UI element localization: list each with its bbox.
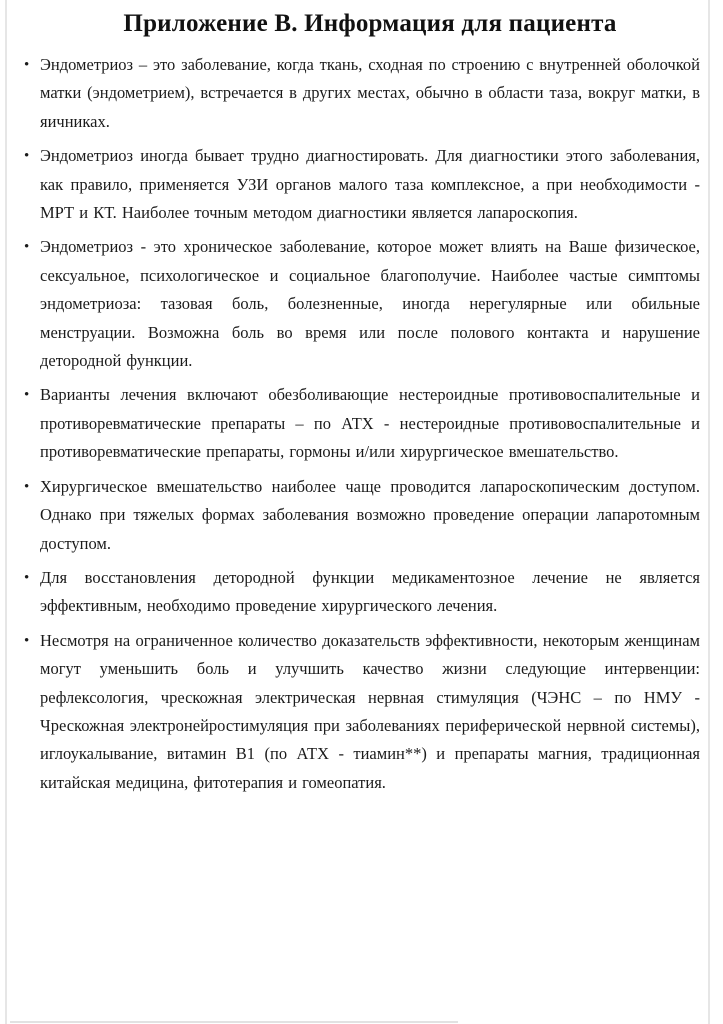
bullet-item: • Эндометриоз – это заболевание, когда ткань, сходная по строению с внутренней оболочкой матки (эндометрием), встречается в других местах, обычно в области таза, вокруг матки, в яичниках.	[40, 51, 700, 136]
bullet-item: • Для восстановления детородной функции медикаментозное лечение не является эффективным, необходимо проведение хирургического лечения.	[40, 564, 700, 621]
bullet-item: • Эндометриоз - это хроническое заболевание, которое может влиять на Ваше физическое, сексуальное, психологическое и социальное благополучие. Наиболее частые симптомы эндометриоза: тазовая боль, болезненные, иногда нерегулярные или обильные менструации. Возможна боль во время или после полового контакта и нарушение детородной функции.	[40, 233, 700, 375]
page-title: Приложение В. Информация для пациента	[123, 10, 617, 37]
page-border-bottom	[10, 1021, 458, 1023]
bullet-item: • Хирургическое вмешательство наиболее чаще проводится лапароскопическим доступом. Однако при тяжелых формах заболевания возможно проведение операции лапаротомным доступом.	[40, 473, 700, 558]
bullet-item: • Эндометриоз иногда бывает трудно диагностировать. Для диагностики этого заболевания, как правило, применяется УЗИ органов малого таза комплексное, а при необходимости - МРТ и КТ. Наиболее точным методом диагностики является лапароскопия.	[40, 142, 700, 227]
bullet-item: • Варианты лечения включают обезболивающие нестероидные противовоспалительные и противоревматические препараты – по АТХ - нестероидные противовоспалительные и противоревматические препараты, гормоны и/или хирургическое вмешательство.	[40, 381, 700, 466]
bullet-item: • Несмотря на ограниченное количество доказательств эффективности, некоторым женщинам могут уменьшить боль и улучшить качество жизни следующие интервенции: рефлексология, чрескожная электрическая нервная стимуляция (ЧЭНС – по НМУ - Чрескожная электронейростимуляция при заболеваниях периферической нервной системы), иглоукалывание, витамин В1 (по АТХ - тиамин**) и препараты магния, традиционная китайская медицина, фитотерапия и гомеопатия.	[40, 627, 700, 797]
bullet-list	[40, 51, 700, 797]
